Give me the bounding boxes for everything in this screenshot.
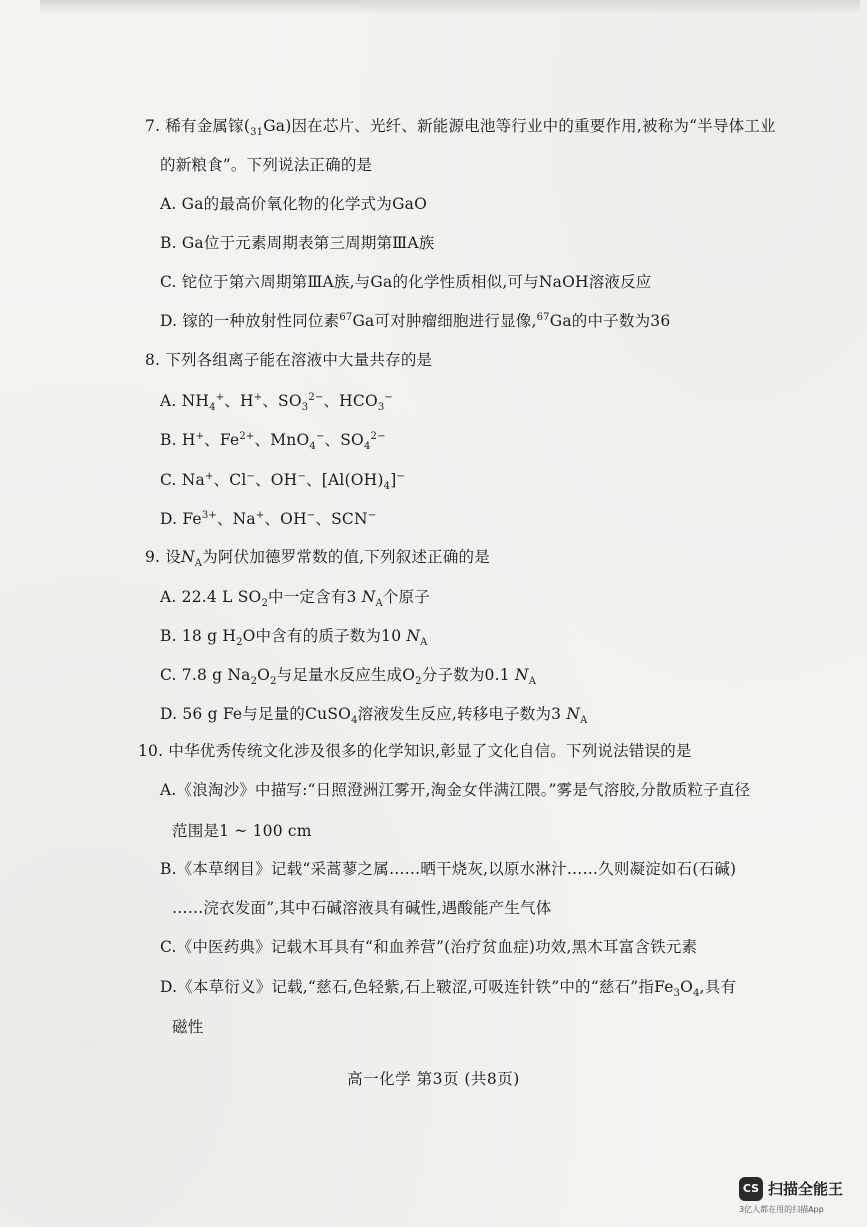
scanner-watermark xyxy=(739,1175,859,1215)
q9-option-c: C. 7.8 g $Na_2O_2$与足量水反应生成$O_2$分子数为0.1 $N_A$ xyxy=(160,666,537,688)
q10-option-d-line1: D.《本草衍义》记载,“慈石,色轻紫,石上皲涩,可吸连针铁”中的“慈石”指$Fe_3O_4$,具有 xyxy=(160,978,737,1000)
q7-option-a: A. Ga的最高价氧化物的化学式为GaO xyxy=(160,195,428,213)
q7-stem-line2: 的新粮食”。下列说法正确的是 xyxy=(160,156,373,174)
q8-option-a: A. $NH_4^+$、H+、$SO_3^{2-}$、$HCO_3^-$ xyxy=(160,391,394,414)
q10-option-a-line1: A.《浪淘沙》中描写:“日照澄洲江雾开,淘金女伴满江隈。”雾是气溶胶,分散质粒子直径 xyxy=(160,781,751,799)
q7-stem-line1: 7. 稀有金属镓$(_{31}Ga)$因在芯片、光纤、新能源电池等行业中的重要作用,被称为“半导体工业 xyxy=(145,117,776,139)
q10-option-a-line2: 范围是1 ~ 100 cm xyxy=(172,822,312,840)
q7-option-d: D. 镓的一种放射性同位素$^{67}$Ga可对肿瘤细胞进行显像,$^{67}$Ga的中子数为36 xyxy=(160,311,671,330)
scan-edge xyxy=(40,0,860,14)
q9-option-b: B. 18 g $H_2O$中含有的质子数为10 $N_A$ xyxy=(160,627,428,649)
q8-option-c: C. Na+、Cl−、OH−、$[Al(OH)_4]^-$ xyxy=(160,470,406,493)
q10-option-d-line2: 磁性 xyxy=(172,1018,204,1036)
q10-option-c: C.《中医药典》记载木耳具有“和血养营”(治疗贫血症)功效,黑木耳富含铁元素 xyxy=(160,938,698,956)
q10-stem: 10. 中华优秀传统文化涉及很多的化学知识,彰显了文化自信。下列说法错误的是 xyxy=(138,742,692,760)
q9-option-d: D. 56 g Fe与足量的CuSO$_4$溶液发生反应,转移电子数为3 $N_A$ xyxy=(160,705,588,727)
q10-option-b-line1: B.《本草纲目》记载“采蒿蓼之属……晒干烧灰,以原水淋汁……久则凝淀如石(石碱) xyxy=(160,860,737,878)
q7-option-c: C. 铊位于第六周期第ⅢA族,与Ga的化学性质相似,可与NaOH溶液反应 xyxy=(160,273,652,291)
q9-stem: 9. 设$N_A$为阿伏加德罗常数的值,下列叙述正确的是 xyxy=(145,548,490,570)
q9-option-a: A. 22.4 L $SO_2$中一定含有3 $N_A$个原子 xyxy=(160,588,430,610)
watermark-app-name: 扫描全能王 xyxy=(768,1180,844,1198)
q8-option-d: D. $Fe^{3+}$、Na+、OH−、SCN− xyxy=(160,509,377,528)
q7-option-b: B. Ga位于元素周期表第三周期第ⅢA族 xyxy=(160,234,435,252)
page-footer: 高一化学 第3页 (共8页) xyxy=(347,1070,520,1088)
q8-stem: 8. 下列各组离子能在溶液中大量共存的是 xyxy=(145,351,433,369)
camscanner-logo-icon: CS xyxy=(739,1177,763,1201)
watermark-tagline: 3亿人都在用的扫描App xyxy=(739,1205,824,1214)
q8-option-b: B. H+、$Fe^{2+}$、MnO$_4$−、$SO_4^{2-}$ xyxy=(160,430,386,453)
q10-option-b-line2: ……浣衣发面”,其中石碱溶液具有碱性,遇酸能产生气体 xyxy=(172,899,552,917)
